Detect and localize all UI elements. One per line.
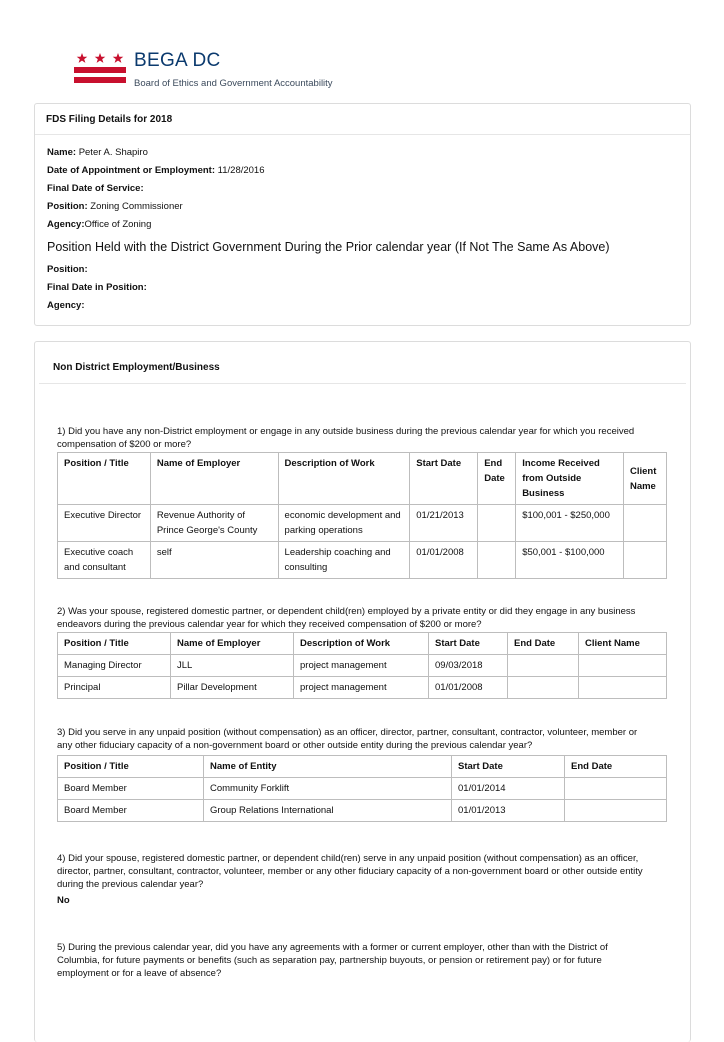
filing-details-panel (34, 103, 691, 326)
appointment-label: Date of Appointment or Employment: (47, 165, 216, 176)
question-1: 1) Did you have any non-District employment or engage in any outside business during the previous calendar year for which you received compensation of $200 or more? (57, 426, 635, 450)
position-row (47, 201, 183, 212)
question-4: 4) Did your spouse, registered domestic partner, or dependent child(ren) serve in any unpaid position (without compensation) as an officer, director, partner, consultant, contractor, volunteer, member or any other fiduciary capacity of a non-government board or other outside entity during the previous calendar year? (57, 853, 643, 890)
q2-table (57, 632, 667, 699)
dc-flag-bar-top (74, 67, 126, 73)
table-cell (478, 505, 516, 542)
question-3: 3) Did you serve in any unpaid position (without compensation) as an officer, director, partner, consultant, contractor, volunteer, member or any other fiduciary capacity of a non-government board or other outside entity during the previous calendar year? (57, 727, 638, 751)
table-cell: 09/03/2018 (429, 655, 508, 677)
dc-flag-stars-icon (74, 52, 126, 64)
column-header: Position / Title (58, 633, 171, 655)
table-cell: project management (294, 677, 429, 699)
column-header: End Date (478, 453, 516, 505)
table-cell: Managing Director (58, 655, 171, 677)
table-cell: Pillar Development (171, 677, 294, 699)
question-5: 5) During the previous calendar year, did you have any agreements with a former or current employer, other than with the District of Columbia, for future payments or benefits (such as separation pay, partnership buyouts, or pension or retirement pay) or for future employment or for a leave of absence? (57, 942, 608, 979)
brand-title: BEGA DC (134, 50, 221, 71)
table-cell (565, 778, 667, 800)
name-label: Name: (47, 147, 77, 158)
column-header: Name of Entity (204, 756, 452, 778)
prior-agency-label: Agency: (47, 300, 85, 311)
column-header: End Date (508, 633, 579, 655)
table-row (58, 778, 667, 800)
table-cell (478, 542, 516, 579)
prior-agency-row (47, 300, 84, 311)
table-cell: Community Forklift (204, 778, 452, 800)
table-cell: $50,001 - $100,000 (516, 542, 624, 579)
brand-subtitle: Board of Ethics and Government Accountability (134, 78, 333, 89)
table-cell (623, 505, 666, 542)
table-cell: Leadership coaching and consulting (278, 542, 410, 579)
final-service-row (47, 183, 144, 194)
question-4-answer: No (57, 895, 70, 906)
table-row (58, 542, 667, 579)
table-cell: Board Member (58, 800, 204, 822)
table-header-row (58, 756, 667, 778)
table-cell: economic development and parking operations (278, 505, 410, 542)
column-header: Position / Title (58, 453, 151, 505)
column-header: Description of Work (278, 453, 410, 505)
table-cell (508, 677, 579, 699)
agency-row (47, 219, 151, 230)
table-cell: Executive coach and consultant (58, 542, 151, 579)
column-header: End Date (565, 756, 667, 778)
table-cell: $100,001 - $250,000 (516, 505, 624, 542)
prior-position-heading: Position Held with the District Government During the Prior calendar year (If Not The Same As Above) (47, 240, 610, 254)
table-cell (623, 542, 666, 579)
table-cell: Principal (58, 677, 171, 699)
table-cell: JLL (171, 655, 294, 677)
column-header: Start Date (429, 633, 508, 655)
table-row (58, 505, 667, 542)
column-header: Name of Employer (150, 453, 278, 505)
table-cell: 01/01/2014 (452, 778, 565, 800)
table-cell: Executive Director (58, 505, 151, 542)
table-cell: project management (294, 655, 429, 677)
table-cell (579, 677, 667, 699)
column-header: Start Date (410, 453, 478, 505)
table-header-row (58, 453, 667, 505)
q3-table (57, 755, 667, 822)
prior-final-date-row (47, 282, 147, 293)
table-cell: self (150, 542, 278, 579)
position-label: Position: (47, 201, 88, 212)
column-header: Start Date (452, 756, 565, 778)
table-header-row (58, 633, 667, 655)
column-header: Client Name (579, 633, 667, 655)
table-cell: 01/21/2013 (410, 505, 478, 542)
appointment-row (47, 165, 265, 176)
column-header: Client Name (623, 453, 666, 505)
column-header: Description of Work (294, 633, 429, 655)
table-cell: Board Member (58, 778, 204, 800)
table-cell (565, 800, 667, 822)
table-cell: Group Relations International (204, 800, 452, 822)
position-value: Zoning Commissioner (90, 201, 183, 212)
table-cell: 01/01/2013 (452, 800, 565, 822)
table-cell: 01/01/2008 (410, 542, 478, 579)
table-cell: 01/01/2008 (429, 677, 508, 699)
dc-flag-bar-bottom (74, 77, 126, 83)
prior-position-row (47, 264, 88, 275)
final-service-label: Final Date of Service: (47, 183, 144, 194)
appointment-value: 11/28/2016 (217, 165, 265, 176)
agency-value: Office of Zoning (84, 219, 152, 230)
agency-label: Agency: (47, 219, 85, 230)
name-value: Peter A. Shapiro (78, 147, 148, 158)
name-row (47, 147, 148, 158)
table-row (58, 655, 667, 677)
table-cell (579, 655, 667, 677)
column-header: Income Received from Outside Business (516, 453, 624, 505)
q1-table (57, 452, 667, 579)
table-cell (508, 655, 579, 677)
filing-details-title: FDS Filing Details for 2018 (35, 104, 690, 135)
prior-final-date-label: Final Date in Position: (47, 282, 147, 293)
prior-position-label: Position: (47, 264, 88, 275)
table-row (58, 677, 667, 699)
column-header: Name of Employer (171, 633, 294, 655)
column-header: Position / Title (58, 756, 204, 778)
table-cell: Revenue Authority of Prince George's County (150, 505, 278, 542)
section-title: Non District Employment/Business (39, 342, 686, 384)
table-row (58, 800, 667, 822)
question-2: 2) Was your spouse, registered domestic partner, or dependent child(ren) employed by a private entity or did they engage in any business endeavors during the previous calendar year for which they received compensation of $200 or more? (57, 606, 636, 630)
